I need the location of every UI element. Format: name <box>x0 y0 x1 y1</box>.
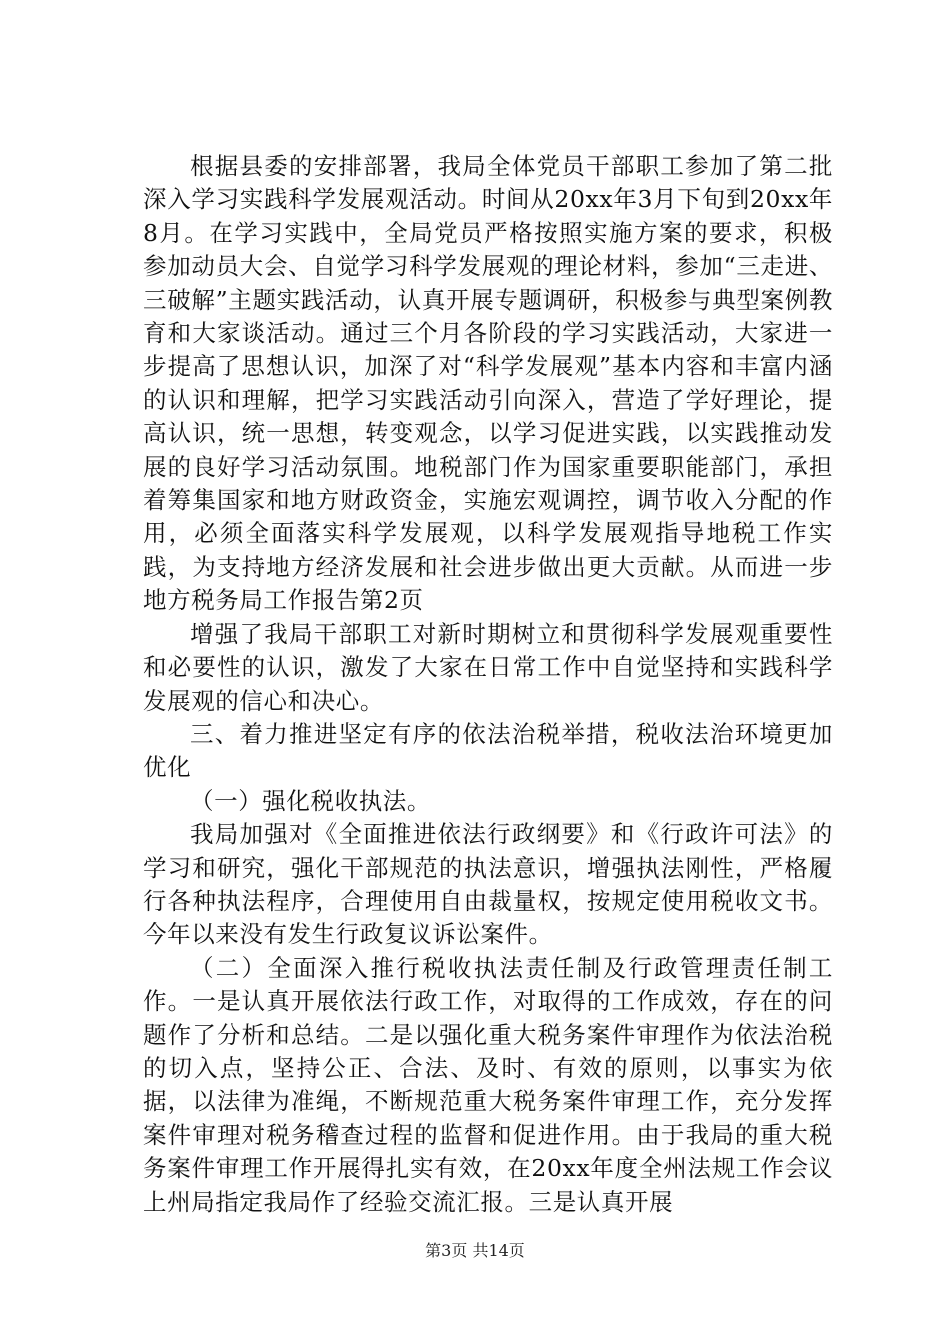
subheading-1: （一）强化税收执法。 <box>190 786 431 815</box>
paragraph-law-study: 我局加强对《全面推进依法行政纲要》和《行政许可法》的学习和研究，强化干部规范的执法意识，增强执法刚性，严格履行各种执法程序，合理使用自由裁量权，按规定使用税收文书。今年以来没有发生行政复议诉讼案件。 <box>143 820 833 949</box>
paragraph-understanding: 增强了我局干部职工对新时期树立和贯彻科学发展观重要性和必要性的认识，激发了大家在日常工作中自觉坚持和实践科学发展观的信心和决心。 <box>143 619 833 715</box>
section-heading-3: 三、着力推进坚定有序的依法治税举措，税收法治环境更加优化 <box>143 719 833 782</box>
paragraph-responsibility-system: （二）全面深入推行税收执法责任制及行政管理责任制工作。一是认真开展依法行政工作，对取得的工作成效，存在的问题作了分析和总结。二是以强化重大税务案件审理作为依法治税的切入点，坚持公正、合法、及时、有效的原则，以事实为依据，以法律为准绳，不断规范重大税务案件审理工作，充分发挥案件审理对税务稽查过程的监督和促进作用。由于我局的重大税务案件审理工作开展得扎实有效，在20xx年度全州法规工作会议上州局指定我局作了经验交流汇报。三是认真开展 <box>143 953 833 1216</box>
page-number-footer: 第3页 共14页 <box>425 1241 525 1260</box>
document-body <box>143 150 833 1219</box>
paragraph-intro: 根据县委的安排部署，我局全体党员干部职工参加了第二批深入学习实践科学发展观活动。时间从20xx年3月下旬到20xx年8月。在学习实践中，全局党员严格按照实施方案的要求，积极参加动员大会、自觉学习科学发展观的理论材料，参加“三走进、三破解”主题实践活动，认真开展专题调研，积极参与典型案例教育和大家谈活动。通过三个月各阶段的学习实践活动，大家进一步提高了思想认识，加深了对“科学发展观”基本内容和丰富内涵的认识和理解，把学习实践活动引向深入，营造了学好理论，提高认识，统一思想，转变观念，以学习促进实践，以实践推动发展的良好学习活动氛围。地税部门作为国家重要职能部门，承担着筹集国家和地方财政资金，实施宏观调控，调节收入分配的作用，必须全面落实科学发展观，以科学发展观指导地税工作实践，为支持地方经济发展和社会进步做出更大贡献。从而进一步地方税务局工作报告第2页 <box>143 152 833 615</box>
